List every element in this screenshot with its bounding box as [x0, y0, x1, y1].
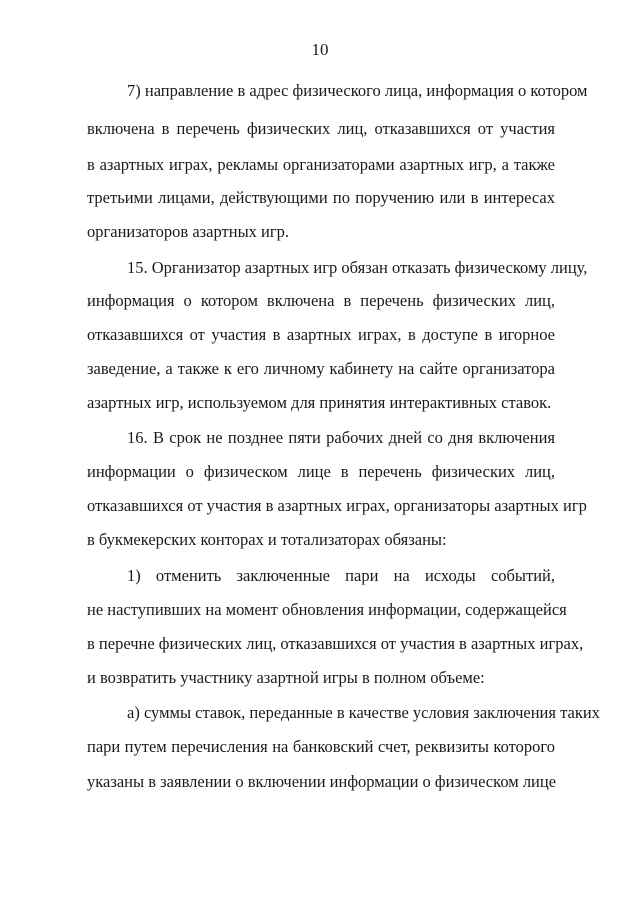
text-line: отказавшихся от участия в азартных играх, организаторы азартных игр: [87, 496, 587, 515]
text-line: и возвратить участнику азартной игры в полном объеме:: [87, 668, 485, 687]
text-line: а) суммы ставок, переданные в качестве условия заключения таких: [127, 703, 600, 722]
text-line: в перечне физических лиц, отказавшихся от участия в азартных играх,: [87, 634, 584, 653]
text-line: заведение, а также к его личному кабинету на сайте организатора: [87, 359, 555, 378]
text-line: не наступивших на момент обновления информации, содержащейся: [87, 600, 567, 619]
text-line: третьими лицами, действующими по поручению или в интересах: [87, 188, 555, 207]
text-line: 7) направление в адрес физического лица, информация о котором: [127, 81, 588, 100]
text-line: пари путем перечисления на банковский счет, реквизиты которого: [87, 737, 555, 756]
text-line: в букмекерских конторах и тотализаторах обязаны:: [87, 530, 447, 549]
text-line: 16. В срок не позднее пяти рабочих дней со дня включения: [127, 428, 555, 447]
page-number: 10: [311, 40, 329, 59]
text-line: информации о физическом лице в перечень физических лиц,: [87, 462, 555, 481]
text-line: отказавшихся от участия в азартных играх, в доступе в игорное: [87, 325, 555, 344]
text-line: азартных игр, используемом для принятия интерактивных ставок.: [87, 393, 552, 412]
text-line: 15. Организатор азартных игр обязан отказать физическому лицу,: [127, 258, 588, 277]
text-line: включена в перечень физических лиц, отказавшихся от участия: [87, 119, 555, 138]
text-line: в азартных играх, рекламы организаторами азартных игр, а также: [87, 155, 555, 174]
text-line: 1) отменить заключенные пари на исходы событий,: [127, 566, 555, 585]
text-line: информация о котором включена в перечень физических лиц,: [87, 291, 555, 310]
text-line: указаны в заявлении о включении информации о физическом лице: [87, 772, 557, 791]
text-line: организаторов азартных игр.: [87, 222, 289, 241]
